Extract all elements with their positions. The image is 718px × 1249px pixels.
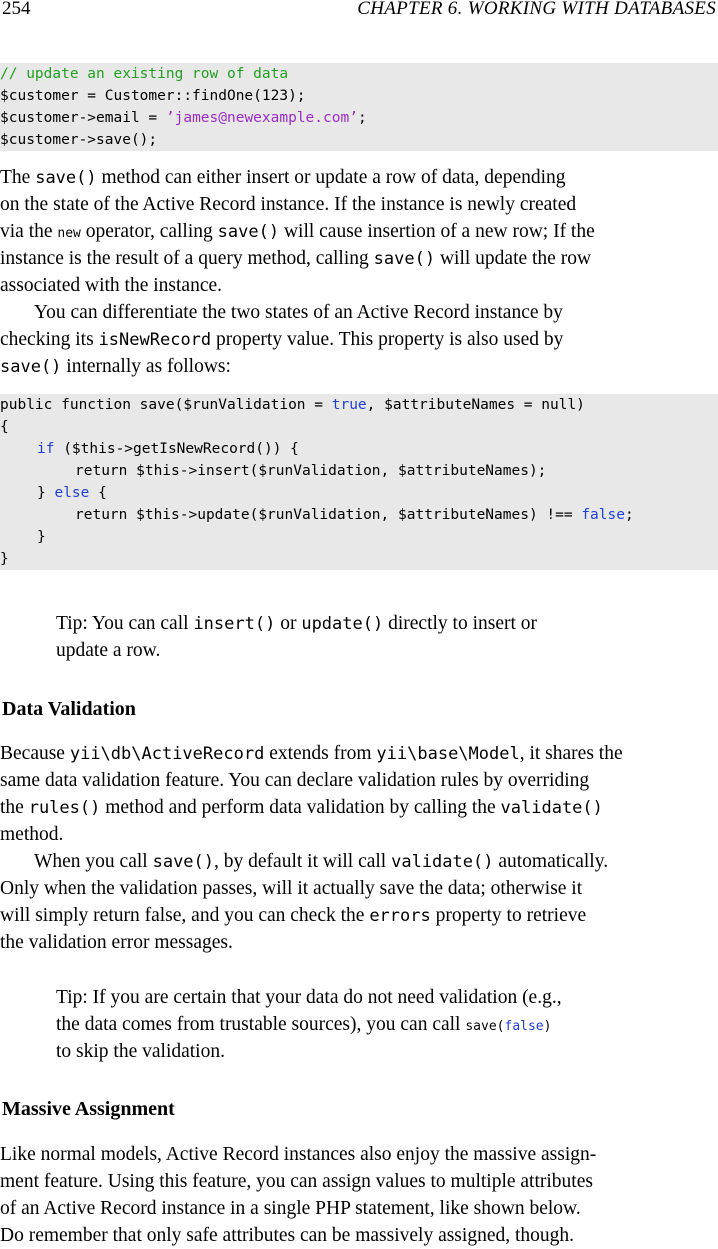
code-keyword: true xyxy=(331,397,367,413)
code-text: public function save($runValidation = xyxy=(0,397,332,413)
text: the data comes from trustable sources), you can call xyxy=(56,1014,466,1035)
text: internally as follows: xyxy=(61,356,231,377)
text-line: update a row. xyxy=(56,640,161,661)
page-number: 254 xyxy=(2,0,31,19)
text-line xyxy=(0,353,231,380)
text-line xyxy=(0,218,595,245)
text-line xyxy=(0,794,603,821)
code-text: , $attributeNames = null) xyxy=(366,397,585,413)
text: checking its xyxy=(0,329,99,350)
text: will simply return false, and you can check the xyxy=(0,905,370,926)
text-line xyxy=(56,1011,551,1038)
inline-code: isNewRecord xyxy=(98,330,212,350)
code-comment: // update an existing row of data xyxy=(0,66,289,82)
text: via the xyxy=(0,221,58,242)
section-heading-massive-assignment: Massive Assignment xyxy=(2,1098,175,1120)
text: The xyxy=(0,167,36,188)
code-block-update xyxy=(0,63,718,151)
text: the xyxy=(0,797,29,818)
text: instance is the result of a query method, calling xyxy=(0,248,374,269)
text-line: the validation error messages. xyxy=(0,932,233,953)
text: , by default it will call xyxy=(214,851,392,872)
text: property value. This property is also used by xyxy=(211,329,564,350)
code-line: } xyxy=(37,529,46,545)
code-keyword: else xyxy=(54,485,90,501)
text-line: You can differentiate the two states of an Active Record instance by xyxy=(34,302,563,323)
text: will update the row xyxy=(435,248,592,269)
text-line: Like normal models, Active Record instances also enjoy the massive assign- xyxy=(0,1144,597,1165)
code-line xyxy=(0,107,367,129)
code-text: $customer = Customer::findOne(123); xyxy=(0,88,306,104)
code-text: $customer->save(); xyxy=(0,132,158,148)
code-text: return $this->update($runValidation, $attributeNames) !== xyxy=(75,507,582,523)
text-line: ment feature. Using this feature, you can assign values to multiple attributes xyxy=(0,1171,593,1192)
text: Tip: You can call xyxy=(56,613,194,634)
text-line xyxy=(56,610,537,637)
inline-code: save() xyxy=(373,249,436,269)
text-line xyxy=(0,164,566,191)
text: method can either insert or update a row of data, depending xyxy=(96,167,566,188)
code-text: } xyxy=(37,485,55,501)
text-line xyxy=(0,245,591,272)
code-line xyxy=(0,394,585,416)
code-keyword: if xyxy=(37,441,55,457)
code-line xyxy=(37,438,299,460)
inline-code: update() xyxy=(301,614,384,634)
text-line: associated with the instance. xyxy=(0,275,223,296)
text-line xyxy=(0,326,563,353)
text: method and perform data validation by calling the xyxy=(100,797,501,818)
inline-code: ) xyxy=(543,1019,552,1034)
code-line xyxy=(37,482,107,504)
code-line xyxy=(0,85,306,107)
inline-code: insert() xyxy=(193,614,276,634)
inline-code: new xyxy=(57,226,81,241)
code-line: return $this->insert($runValidation, $attributeNames); xyxy=(75,463,547,479)
text-line xyxy=(0,902,586,929)
text: or xyxy=(275,613,302,634)
code-line xyxy=(0,63,288,85)
text: operator, calling xyxy=(80,221,218,242)
code-line: { xyxy=(0,419,9,435)
text: Because xyxy=(0,743,70,764)
text-line: Tip: If you are certain that your data do not need validation (e.g., xyxy=(56,987,562,1008)
inline-code: save() xyxy=(35,168,97,188)
text-line: same data validation feature. You can declare validation rules by overriding xyxy=(0,770,590,791)
inline-code: save() xyxy=(0,357,62,377)
code-string: ’james@newexample.com’ xyxy=(165,110,358,126)
text: automatically. xyxy=(493,851,609,872)
text-line: to skip the validation. xyxy=(56,1041,225,1062)
code-text: ; xyxy=(357,110,367,126)
text-line: Do remember that only safe attributes can be massively assigned, though. xyxy=(0,1225,575,1246)
inline-code: save() xyxy=(152,852,215,872)
code-block-save-function xyxy=(0,394,718,570)
inline-code: rules() xyxy=(28,798,101,818)
section-heading-data-validation: Data Validation xyxy=(2,698,136,720)
inline-code: save( xyxy=(465,1019,505,1034)
text: extends from xyxy=(264,743,377,764)
code-text: $customer->email = xyxy=(0,110,166,126)
code-line xyxy=(0,129,157,151)
inline-code: validate() xyxy=(391,852,494,872)
text: , it shares the xyxy=(519,743,623,764)
inline-code: validate() xyxy=(500,798,603,818)
inline-code: save() xyxy=(217,222,280,242)
text-line xyxy=(34,848,608,875)
code-text: { xyxy=(89,485,107,501)
code-line xyxy=(75,504,634,526)
text: When you call xyxy=(34,851,153,872)
running-title: CHAPTER 6. WORKING WITH DATABASES xyxy=(357,0,716,19)
text-line: method. xyxy=(0,824,64,845)
code-text: ($this->getIsNewRecord()) { xyxy=(54,441,299,457)
inline-code: yii\base\Model xyxy=(376,744,520,764)
inline-code-keyword: false xyxy=(504,1019,544,1034)
text: property to retrieve xyxy=(430,905,587,926)
code-line: } xyxy=(0,551,9,567)
inline-code: yii\db\ActiveRecord xyxy=(69,744,265,764)
code-keyword: false xyxy=(581,507,625,523)
text-line: Only when the validation passes, will it actually save the data; otherwise it xyxy=(0,878,583,899)
inline-code: errors xyxy=(369,906,431,926)
text: will cause insertion of a new row; If the xyxy=(279,221,595,242)
text-line: of an Active Record instance in a single PHP statement, like shown below. xyxy=(0,1198,581,1219)
text: directly to insert or xyxy=(383,613,538,634)
text-line: on the state of the Active Record instance. If the instance is newly created xyxy=(0,194,577,215)
text-line xyxy=(0,740,623,767)
code-text: ; xyxy=(624,507,634,523)
